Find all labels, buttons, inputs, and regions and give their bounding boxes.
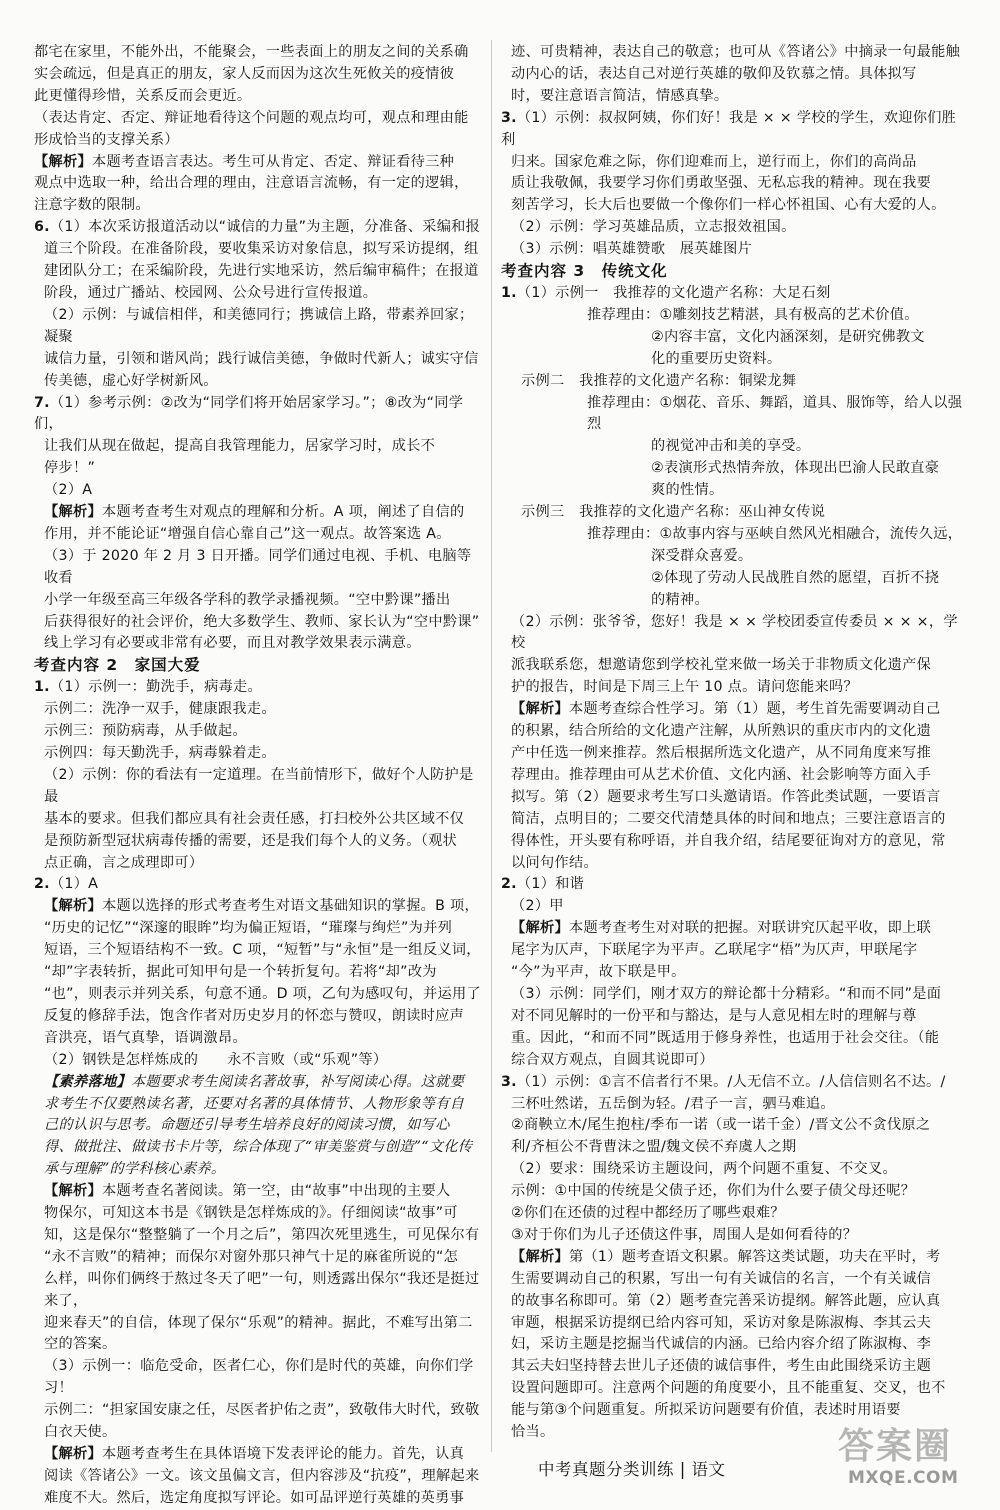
text-line — [501, 371, 963, 393]
line-text: 本题考查语言表达。考生可从肯定、否定、辩证看待三种 — [91, 153, 455, 170]
text-line — [501, 42, 963, 64]
text-line — [34, 1028, 484, 1050]
text-line — [501, 173, 963, 195]
text-line — [501, 546, 963, 568]
line-text: 深受群众喜爱。 — [651, 547, 753, 564]
text-line — [34, 42, 484, 64]
analysis-tag: 【解析】 — [511, 701, 569, 718]
line-text: 刻苦学习，长大后也要做一个像你们一样心怀祖国、心有大爱的人。 — [511, 197, 946, 214]
line-text: 本题考查考生对对联的把握。对联讲究仄起平收，即上联 — [568, 920, 932, 937]
text-line — [34, 831, 484, 853]
text-line — [501, 568, 963, 590]
line-text: 推荐理由：①故事内容与巫峡自然风光相融合，流传久远， — [587, 525, 963, 542]
text-line — [34, 502, 484, 524]
text-line — [501, 1334, 963, 1356]
text-line — [501, 327, 963, 349]
line-text: ②你们在还债的过程中都经历了哪些艰难？ — [511, 1205, 785, 1222]
text-line — [501, 787, 963, 809]
line-text: 恰当。 — [511, 1424, 555, 1441]
line-text: 爽的性情。 — [651, 482, 724, 499]
page-footer: 中考真题分类训练 | 语文 — [538, 1460, 726, 1479]
text-line — [34, 546, 484, 590]
line-text: 妇，采访主题是挖掘当代诚信的内涵。已给内容介绍了陈淑梅、李 — [511, 1336, 932, 1353]
line-text: 示例四：每天勤洗手，病毒躲着走。 — [44, 745, 276, 761]
line-text: 观点中选取一种，给出合理的理由，注意语言流畅，有一定的逻辑， — [34, 175, 469, 192]
line-text: 时，要注意语言简洁，情感真挚。 — [511, 87, 729, 104]
line-text: “今”为平声，故下联是甲。 — [511, 964, 686, 981]
line-text: “历史的记忆”“深邃的眼眸”均为偏正短语，“璀璨与绚烂”为并列 — [44, 920, 453, 937]
line-text: 作用，并不能论证“增强自信心靠自己”这一观点。故答案选 A。 — [44, 525, 451, 542]
line-text: 知，这是保尔“整整躺了一个月之后”，第四次死里逃生，可见保尔有 — [44, 1226, 480, 1243]
line-text: 阶段，通过广播站、校园网、公众号进行宣传报道。 — [44, 284, 378, 301]
text-line — [501, 699, 963, 721]
line-text: （3）示例：同学们，刚才双方的辩论都十分精彩。“和而不同”是面 — [511, 985, 942, 1002]
text-line — [34, 809, 484, 831]
text-line — [501, 743, 963, 765]
line-text: 本题考查综合性学习。第（1）题，考生首先需要调动自己 — [568, 701, 941, 718]
line-text: 此更懂得珍惜，关系反而会更近。 — [34, 87, 252, 104]
line-text: 承与理解”的学科核心素养。 — [44, 1161, 226, 1178]
text-line — [34, 677, 484, 699]
question-number: 6. — [34, 219, 50, 236]
text-line — [34, 1334, 484, 1356]
text-line — [34, 393, 484, 437]
line-text: 形成恰当的支撑关系） — [34, 131, 179, 148]
text-line — [34, 152, 484, 174]
analysis-tag: 【解析】 — [44, 898, 102, 915]
line-text: 重。因此，“和而不同”既适用于修身养性，也适用于社会交往。（能 — [511, 1029, 940, 1046]
line-text: 空的答案。 — [44, 1336, 117, 1353]
question-number: 3. — [501, 1073, 517, 1090]
text-line — [34, 1422, 484, 1444]
text-line — [501, 1269, 963, 1291]
text-line — [501, 590, 963, 612]
line-text: 派我联系您，想邀请您到学校礼堂来做一场关于非物质文化遗产保 — [511, 657, 932, 674]
line-text: （2）A — [44, 482, 93, 499]
line-text: 本题考查考生对观点的理解和分析。A 项，阐述了自信的 — [101, 504, 465, 521]
text-line — [501, 918, 963, 940]
line-text: 动内心的话，表达自己对逆行英雄的敬仰及钦慕之情。具体拟写 — [511, 65, 917, 82]
question-number: 1. — [501, 284, 517, 301]
line-text: 生需要调动自己的积累，写出一句有关诚信的名言，一个有关诚信 — [511, 1270, 932, 1287]
text-line — [501, 896, 963, 918]
text-line — [501, 809, 963, 831]
text-line — [34, 1137, 484, 1159]
text-line — [501, 283, 963, 305]
text-line — [501, 480, 963, 502]
text-line — [34, 721, 484, 743]
line-text: 求考生不仅要熟读名著，还要对名著的具体情节、人物形象等有自 — [44, 1095, 465, 1112]
text-line — [501, 458, 963, 480]
line-text: 示例二：“担家国安康之任，尽医者护佑之责”，致敬伟大时代，致敬 — [44, 1402, 480, 1419]
text-line — [501, 1115, 963, 1137]
line-text: “也”，则表示并列关系，句意不通。D 项，乙句为感叹句，并运用了 — [44, 985, 481, 1002]
text-line — [34, 1444, 484, 1466]
text-line — [501, 217, 963, 239]
text-line — [34, 283, 484, 305]
text-line — [34, 195, 484, 217]
line-text: 得、做批注、做读书卡片等，综合体现了“审美鉴赏与创造”“文化传 — [44, 1139, 473, 1156]
line-text: 综合双方观点，自圆其说即可） — [511, 1051, 714, 1068]
line-text: 点正确，言之成理即可） — [44, 854, 204, 871]
text-line — [34, 743, 484, 765]
line-text: 拟写。第（2）题要求考生写口头邀请语。作答此类试题，一要语言 — [511, 788, 941, 805]
line-text: 迹、可贵精神，表达自己的敬意；也可从《答诸公》中摘录一句最能触 — [511, 44, 961, 60]
analysis-tag: 【解析】 — [44, 1446, 102, 1462]
text-line — [501, 765, 963, 787]
text-line — [501, 1247, 963, 1269]
line-text: 小学一年级至高三年级各学科的教学录播视频。“空中黔课”播出 — [44, 591, 451, 608]
text-line — [34, 962, 484, 984]
text-line — [34, 1225, 484, 1247]
text-line — [501, 349, 963, 371]
line-text: 示例二：洗净一双手，健康跟我走。 — [44, 701, 276, 718]
line-text: 审题，根据采访提纲已给内容可知，采访对象是陈淑梅、李其云夫 — [511, 1314, 932, 1331]
text-line — [501, 1203, 963, 1225]
line-text: “永不言败”的精神；而保尔对窗外那只神气十足的麻雀所说的“怎 — [44, 1248, 459, 1265]
text-line — [34, 217, 484, 239]
text-line — [34, 86, 484, 108]
line-text: 化的重要历史资料。 — [651, 350, 782, 367]
line-text: 以问句作结。 — [511, 854, 598, 871]
text-line — [34, 1203, 484, 1225]
watermark-url: MXQE.COM — [848, 1468, 959, 1488]
text-line — [501, 874, 963, 896]
watermark-text: 答案圈 — [838, 1426, 953, 1467]
line-text: （2）示例：张爷爷，您好！我是 × × 学校团委宣传委员 × × ×，学校 — [511, 613, 958, 652]
line-text: （1）示例一 我推荐的文化遗产名称：大足石刻 — [516, 284, 831, 301]
line-text: （3）于 2020 年 2 月 3 日开播。同学们通过电视、手机、电脑等收看 — [44, 547, 472, 586]
line-text: （3）示例：唱英雄赞歌 展英雄图片 — [511, 241, 753, 258]
line-text: 迎来春天”的自信，体现了保尔“乐观”的精神。据此，不难写出第二 — [44, 1314, 473, 1331]
line-text: 己的认识与思考。命题还引导考生培养良好的阅读习惯，如写心 — [44, 1117, 450, 1134]
analysis-tag: 【素养落地】 — [44, 1073, 131, 1090]
text-line — [501, 831, 963, 853]
text-line — [34, 1159, 484, 1181]
text-line — [501, 1094, 963, 1116]
line-text: 考查内容 2 家国大爱 — [34, 656, 201, 675]
line-text: 的故事名称即可。第（2）题考查完善采访提纲。解答此题，应认真 — [511, 1292, 941, 1309]
line-text: 基本的要求。但我们都应具有社会责任感，打扫校外公共区域不仅 — [44, 810, 465, 827]
line-text: （2）示例：学习英雄品质，立志报效祖国。 — [511, 219, 796, 236]
text-line — [34, 1050, 484, 1072]
right-column — [501, 42, 963, 1444]
line-text: 质让我敬佩，我要学习你们勇敢坚强、无私忘我的精神。现在我要 — [511, 175, 932, 192]
line-text: ②商鞅立木/尾生抱柱/季布一诺（或一诺千金）/晋文公不贪伐原之 — [511, 1117, 931, 1134]
line-text: 注意字数的限制。 — [34, 197, 150, 214]
line-text: 的精神。 — [651, 591, 709, 608]
question-number: 3. — [501, 109, 517, 126]
text-line — [501, 721, 963, 743]
line-text: 的视觉冲击和美的享受。 — [651, 438, 811, 455]
text-line — [34, 1488, 484, 1510]
text-line — [501, 1291, 963, 1313]
line-text: 示例二 我推荐的文化遗产名称：铜梁龙舞 — [521, 372, 797, 389]
text-line — [34, 699, 484, 721]
text-line — [34, 349, 484, 371]
text-line — [34, 436, 484, 458]
line-text: 尾字为仄声，下联尾字为平声。乙联尾字“梧”为仄声，甲联尾字 — [511, 942, 918, 959]
line-text: 诚信力量，引领和谐风尚；践行诚信美德，争做时代新人；诚实守信 — [44, 350, 479, 367]
line-text: 本题考查考生在具体语境下发表评论的能力。首先，认真 — [101, 1446, 465, 1462]
line-text: 么样，叫你们俩终于熬过冬天了吧”一句，则透露出保尔“我还是挺过来了， — [44, 1270, 480, 1309]
text-line — [501, 1072, 963, 1094]
line-text: 本题以选择的形式考查考生对语文基础知识的掌握。B 项， — [101, 898, 479, 915]
text-line — [501, 152, 963, 174]
text-line — [34, 1400, 484, 1422]
line-text: （1）A — [49, 876, 99, 893]
line-text: 能与第③个问题重复。所拟采访问题要有价值，表述时用语要 — [511, 1402, 901, 1419]
text-line — [34, 480, 484, 502]
line-text: （2）要求：围绕采访主题设问，两个问题不重复、不交叉。 — [511, 1161, 898, 1178]
text-line — [34, 1006, 484, 1028]
line-text: 利/齐桓公不背曹沫之盟/魏文侯不弃虞人之期 — [511, 1139, 797, 1156]
text-line — [501, 1225, 963, 1247]
text-line — [501, 1028, 963, 1050]
line-text: （表达肯定、否定、辩证地看待这个问题的观点均可，观点和理由能 — [34, 109, 469, 126]
line-text: 都宅在家里，不能外出，不能聚会，一些表面上的朋友之间的关系确 — [34, 44, 469, 60]
text-line — [501, 1378, 963, 1400]
text-line — [34, 130, 484, 152]
line-text: 后获得很好的社会评价，绝大多数学生、教师、家长认为“空中黔课” — [44, 613, 480, 630]
text-line — [34, 612, 484, 634]
line-text: 示例三：预防病毒，从手做起。 — [44, 723, 247, 740]
line-text: 荐理由。推荐理由可从艺术价值、文化内涵、社会影响等方面入手 — [511, 766, 932, 783]
text-line — [34, 458, 484, 480]
analysis-tag: 【解析】 — [511, 920, 569, 937]
line-text: 的积累，结合所给的文化遗产注解，从所熟识的重庆市内的文化遗 — [511, 723, 932, 740]
line-text: 本题考查名著阅读。第一空，由“故事”中出现的主要人 — [101, 1183, 451, 1200]
text-line — [34, 524, 484, 546]
text-line — [501, 195, 963, 217]
text-line — [501, 1006, 963, 1028]
question-number: 7. — [34, 394, 50, 411]
analysis-tag: 【解析】 — [44, 1183, 102, 1200]
text-line — [34, 853, 484, 875]
line-text: 对不同见解时的一份平和与豁达，是与人意见相左时的理解与尊 — [511, 1007, 917, 1024]
line-text: 物保尔，可知这本书是《钢铁是怎样炼成的》。仔细阅读“故事”可 — [44, 1205, 458, 1222]
line-text: “却”字表转折，据此可知甲句是一个转折复句。若将“却”改为 — [44, 964, 437, 981]
line-text: ③对于你们为儿子还债这件事，周围人是如何看待的？ — [511, 1226, 858, 1243]
line-text: 建团队分工；在采编阶段，先进行实地采访，然后编审稿件；在报道 — [44, 263, 479, 280]
text-line — [501, 64, 963, 86]
line-text: （1）示例：①言不信者行不果。/人无信不立。/人信信则名不达。/ — [516, 1073, 946, 1090]
section-heading — [501, 261, 963, 283]
text-line — [501, 962, 963, 984]
text-line — [34, 173, 484, 195]
text-line — [501, 984, 963, 1006]
text-line — [501, 393, 963, 437]
line-text: ②体现了劳动人民战胜自然的愿望，百折不挠 — [651, 569, 940, 586]
text-line — [501, 239, 963, 261]
text-line — [501, 1313, 963, 1335]
line-text: （1）示例：叔叔阿姨，你们好！我是 × × 学校的学生，欢迎你们胜利 — [501, 109, 957, 148]
line-text: 简洁，点明目的；二要交代清楚具体的时间和地点；三要注意语言的 — [511, 810, 946, 827]
line-text: 护的报告，时间是下周三上午 10 点。请问您能来吗？ — [511, 679, 858, 696]
text-line — [34, 918, 484, 940]
line-text: 反复的修辞手法，饱含作者对历史岁月的怀恋与赞叹，朗读时应声 — [44, 1007, 465, 1024]
line-text: 是预防新型冠状病毒传播的需要，还是我们每个人的义务。（观状 — [44, 832, 458, 849]
text-line — [34, 765, 484, 809]
line-text: 本题要求考生阅读名著故事，补写阅读心得。这就要 — [130, 1073, 465, 1090]
text-line — [34, 1313, 484, 1335]
column-divider — [491, 40, 492, 1452]
analysis-tag: 【解析】 — [44, 504, 102, 521]
line-text: ②内容丰富，文化内涵深刻，是研究佛教文 — [651, 328, 925, 345]
text-line — [501, 940, 963, 962]
text-line — [34, 64, 484, 86]
text-line — [501, 436, 963, 458]
line-text: 停步！” — [44, 460, 96, 477]
line-text: 第（1）题考查语文积累。解答这类试题，功夫在平时，考 — [568, 1248, 941, 1265]
text-line — [501, 853, 963, 875]
line-text: （1）本次采访报道活动以“诚信的力量”为主题，分准备、采编和报 — [49, 219, 481, 236]
text-line — [501, 86, 963, 108]
question-number: 2. — [34, 876, 50, 893]
text-line — [34, 1247, 484, 1269]
text-line — [34, 590, 484, 612]
text-line — [501, 1159, 963, 1181]
line-text: 线上学习有必要或非常有必要，而且对教学效果表示满意。 — [44, 635, 421, 652]
text-line — [34, 305, 484, 349]
line-text: 归来。国家危难之际，你们迎难而上，逆行而上，你们的高尚品 — [511, 153, 917, 170]
text-line — [34, 371, 484, 393]
text-line — [501, 1356, 963, 1378]
text-line — [34, 108, 484, 130]
line-text: 道三个阶段。在准备阶段，要收集采访对象信息，拟写采访提纲，组 — [44, 241, 479, 258]
line-text: 音洪亮，语气真挚，语调激昂。 — [44, 1029, 247, 1046]
line-text: 阅读《答诸公》一文。该文虽偏文言，但内容涉及“抗疫”，理解起来 — [44, 1467, 480, 1484]
text-line — [501, 655, 963, 677]
line-text: （2）示例：你的看法有一定道理。在当前情形下，做好个人防护是最 — [44, 766, 474, 805]
line-text: （2）钢铁是怎样炼成的 永不言败（或“乐观”等） — [44, 1051, 388, 1068]
text-line — [34, 239, 484, 261]
line-text: 考查内容 3 传统文化 — [501, 262, 668, 281]
line-text: 难度不大。然后，选定角度拟写评论。如可品评逆行英雄的英勇事 — [44, 1489, 465, 1506]
text-line — [34, 984, 484, 1006]
text-line — [34, 261, 484, 283]
text-line — [501, 502, 963, 524]
text-line — [34, 874, 484, 896]
section-heading — [34, 655, 484, 677]
line-text: 实会疏远，但是真正的朋友，家人反而因为这次生死攸关的疫情彼 — [34, 65, 455, 82]
text-line — [34, 633, 484, 655]
line-text: （1）示例一：勤洗手，病毒走。 — [49, 679, 263, 696]
line-text: 得体性，开头要有称呼语，并自我介绍，结尾要征询对方的意见，常 — [511, 832, 946, 849]
text-line — [34, 1269, 484, 1313]
analysis-tag: 【解析】 — [511, 1248, 569, 1265]
line-text: 设置问题即可。注意两个问题的角度要小，且不能重复、交叉，也不 — [511, 1380, 946, 1397]
line-text: （2）甲 — [511, 898, 564, 915]
text-line — [501, 1181, 963, 1203]
question-number: 1. — [34, 679, 50, 696]
text-line — [501, 1050, 963, 1072]
line-text: 其云夫妇坚持替去世儿子还债的诚信事件，考生由此围绕采访主题 — [511, 1358, 932, 1375]
line-text: 示例三 我推荐的文化遗产名称：巫山神女传说 — [521, 504, 826, 521]
text-line — [34, 1072, 484, 1094]
line-text: 让我们从现在做起，提高自我管理能力，居家学习时，成长不 — [44, 438, 436, 455]
text-line — [34, 1466, 484, 1488]
line-text: （3）示例一：临危受命，医者仁心，你们是时代的英雄，向你们学习！ — [44, 1358, 474, 1397]
text-line — [34, 940, 484, 962]
line-text: 示例：①中国的传统是父债子还，你们为什么要子债父母还呢？ — [511, 1183, 916, 1200]
text-line — [34, 1094, 484, 1116]
text-line — [34, 1181, 484, 1203]
line-text: （2）示例：与诚信相伴，和美德同行；携诚信上路，带素养回家；凝聚 — [44, 306, 474, 345]
line-text: 产中任选一例来推荐。然后根据所选文化遗产，从不同角度来写推 — [511, 745, 932, 761]
text-line — [501, 612, 963, 656]
line-text: 推荐理由：①雕刻技艺精湛，具有极高的艺术价值。 — [587, 306, 919, 323]
text-line — [34, 1356, 484, 1400]
left-column — [34, 42, 484, 1510]
line-text: （1）和谐 — [516, 876, 585, 893]
line-text: 白衣天使。 — [44, 1424, 117, 1441]
line-text: 传美德，虚心好学树新风。 — [44, 372, 218, 389]
text-line — [501, 108, 963, 152]
text-line — [501, 524, 963, 546]
text-line — [501, 677, 963, 699]
text-line — [34, 1115, 484, 1137]
line-text: ②表演形式热情奔放，体现出巴渝人民敢直豪 — [651, 460, 940, 477]
line-text: 三杯吐然诺，五岳倒为轻。/君子一言，驷马难追。 — [511, 1095, 835, 1112]
text-line — [501, 305, 963, 327]
watermark-logo — [838, 1418, 988, 1492]
text-line — [34, 896, 484, 918]
line-text: 推荐理由：①烟花、音乐、舞蹈，道具、服饰等，给人以强烈 — [587, 394, 963, 433]
analysis-tag: 【解析】 — [34, 153, 92, 170]
line-text: （1）参考示例：②改为“同学们将开始居家学习。”；⑧改为“同学们， — [34, 394, 464, 433]
line-text: 短语，三个短语结构不一致。C 项，“短暂”与“永恒”是一组反义词， — [44, 942, 481, 959]
question-number: 2. — [501, 876, 517, 893]
text-line — [501, 1137, 963, 1159]
